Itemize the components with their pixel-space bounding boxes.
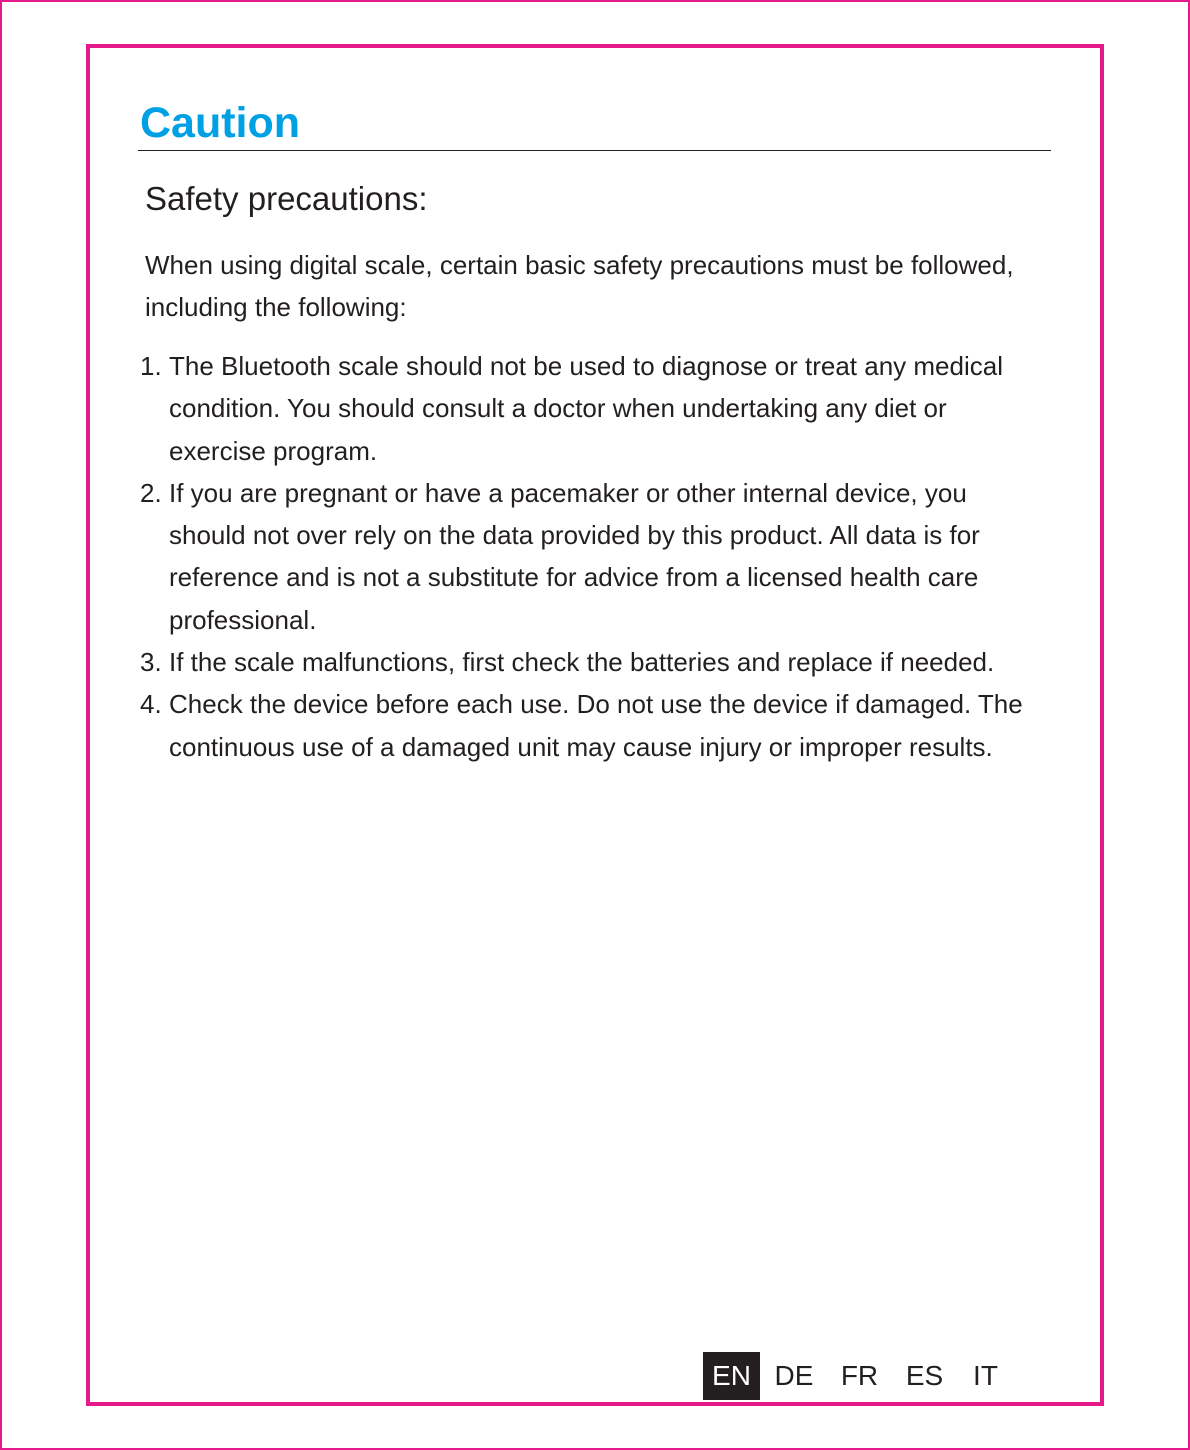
lang-tab-it[interactable]: IT: [973, 1360, 998, 1391]
title-divider: [138, 150, 1051, 151]
item-number: 1.: [140, 351, 162, 381]
item-number: 3.: [140, 647, 162, 678]
list-item: [140, 472, 1045, 641]
section-heading: Safety precautions:: [145, 180, 428, 217]
language-selector: [703, 1352, 1013, 1400]
list-item: [140, 641, 1045, 683]
item-text: If you are pregnant or have a pacemaker or other internal device, you should not over rely on the data provided by this product. All data is for reference and is not a substitute for advice from a licensed health care professional.: [169, 477, 980, 635]
list-item: [140, 683, 1045, 768]
intro-paragraph: When using digital scale, certain basic safety precautions must be followed, including the following:: [145, 250, 1014, 322]
lang-tab-es[interactable]: ES: [905, 1360, 944, 1391]
item-number: 2.: [140, 477, 162, 508]
lang-tab-de[interactable]: DE: [774, 1360, 814, 1391]
item-number: 4.: [140, 689, 162, 720]
item-text: The Bluetooth scale should not be used to diagnose or treat any medical condition. You should consult a doctor when undertaking any diet or exercise program.: [169, 351, 1003, 466]
item-text: If the scale malfunctions, first check the batteries and replace if needed.: [169, 647, 995, 678]
lang-tab-fr[interactable]: FR: [840, 1360, 879, 1391]
lang-tab-en[interactable]: EN: [703, 1352, 760, 1400]
list-item: [140, 345, 1045, 472]
page-title: Caution: [140, 99, 301, 147]
item-text: Check the device before each use. Do not use the device if damaged. The continuous use of a damaged unit may cause injury or improper results.: [169, 689, 1023, 762]
precautions-list: [140, 345, 1045, 768]
